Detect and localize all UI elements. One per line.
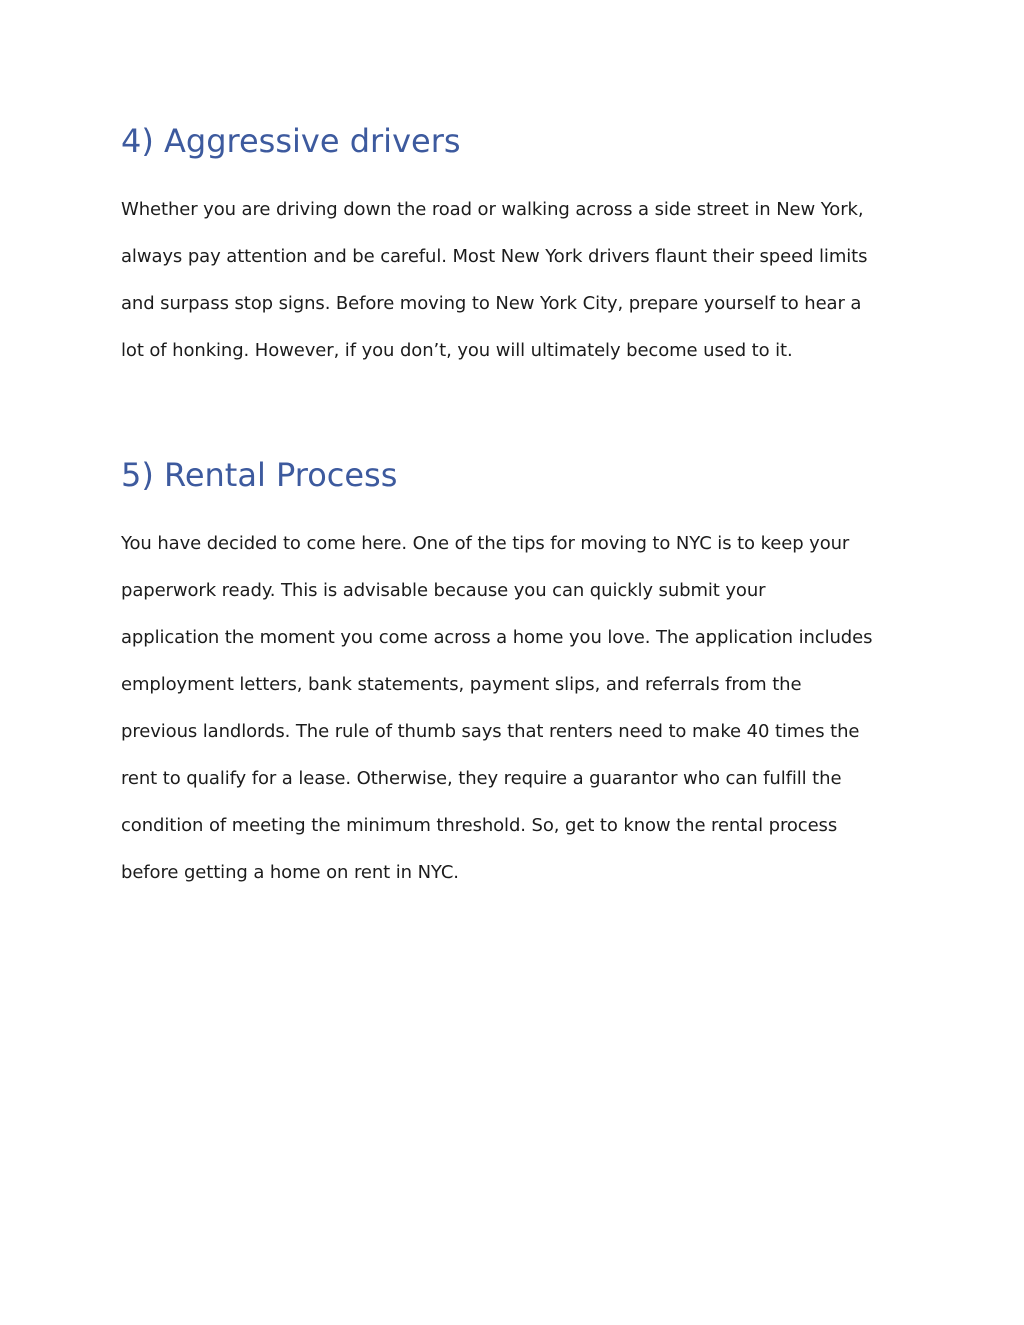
paragraph-line: application the moment you come across a home you love. The application includes: [121, 627, 873, 648]
section-rental-process: [121, 455, 911, 896]
paragraph-line: always pay attention and be careful. Most New York drivers flaunt their speed limits: [121, 246, 868, 267]
paragraph-line: previous landlords. The rule of thumb says that renters need to make 40 times the: [121, 721, 860, 742]
paragraph-line: rent to qualify for a lease. Otherwise, they require a guarantor who can fulfill the: [121, 768, 842, 789]
paragraph-line: Whether you are driving down the road or walking across a side street in New York,: [121, 199, 864, 220]
section-heading: 4) Aggressive drivers: [121, 122, 461, 160]
paragraph-line: condition of meeting the minimum threshold. So, get to know the rental process: [121, 815, 838, 836]
paragraph-line: lot of honking. However, if you don’t, you will ultimately become used to it.: [121, 340, 793, 361]
paragraph-line: before getting a home on rent in NYC.: [121, 862, 459, 883]
paragraph-line: employment letters, bank statements, payment slips, and referrals from the: [121, 674, 802, 695]
paragraph-line: You have decided to come here. One of the tips for moving to NYC is to keep your: [121, 533, 850, 554]
section-aggressive-drivers: [121, 121, 911, 374]
section-paragraph: [121, 520, 911, 896]
paragraph-line: and surpass stop signs. Before moving to New York City, prepare yourself to hear a: [121, 293, 862, 314]
section-heading: 5) Rental Process: [121, 456, 398, 494]
paragraph-line: paperwork ready. This is advisable because you can quickly submit your: [121, 580, 766, 601]
section-paragraph: [121, 186, 911, 374]
